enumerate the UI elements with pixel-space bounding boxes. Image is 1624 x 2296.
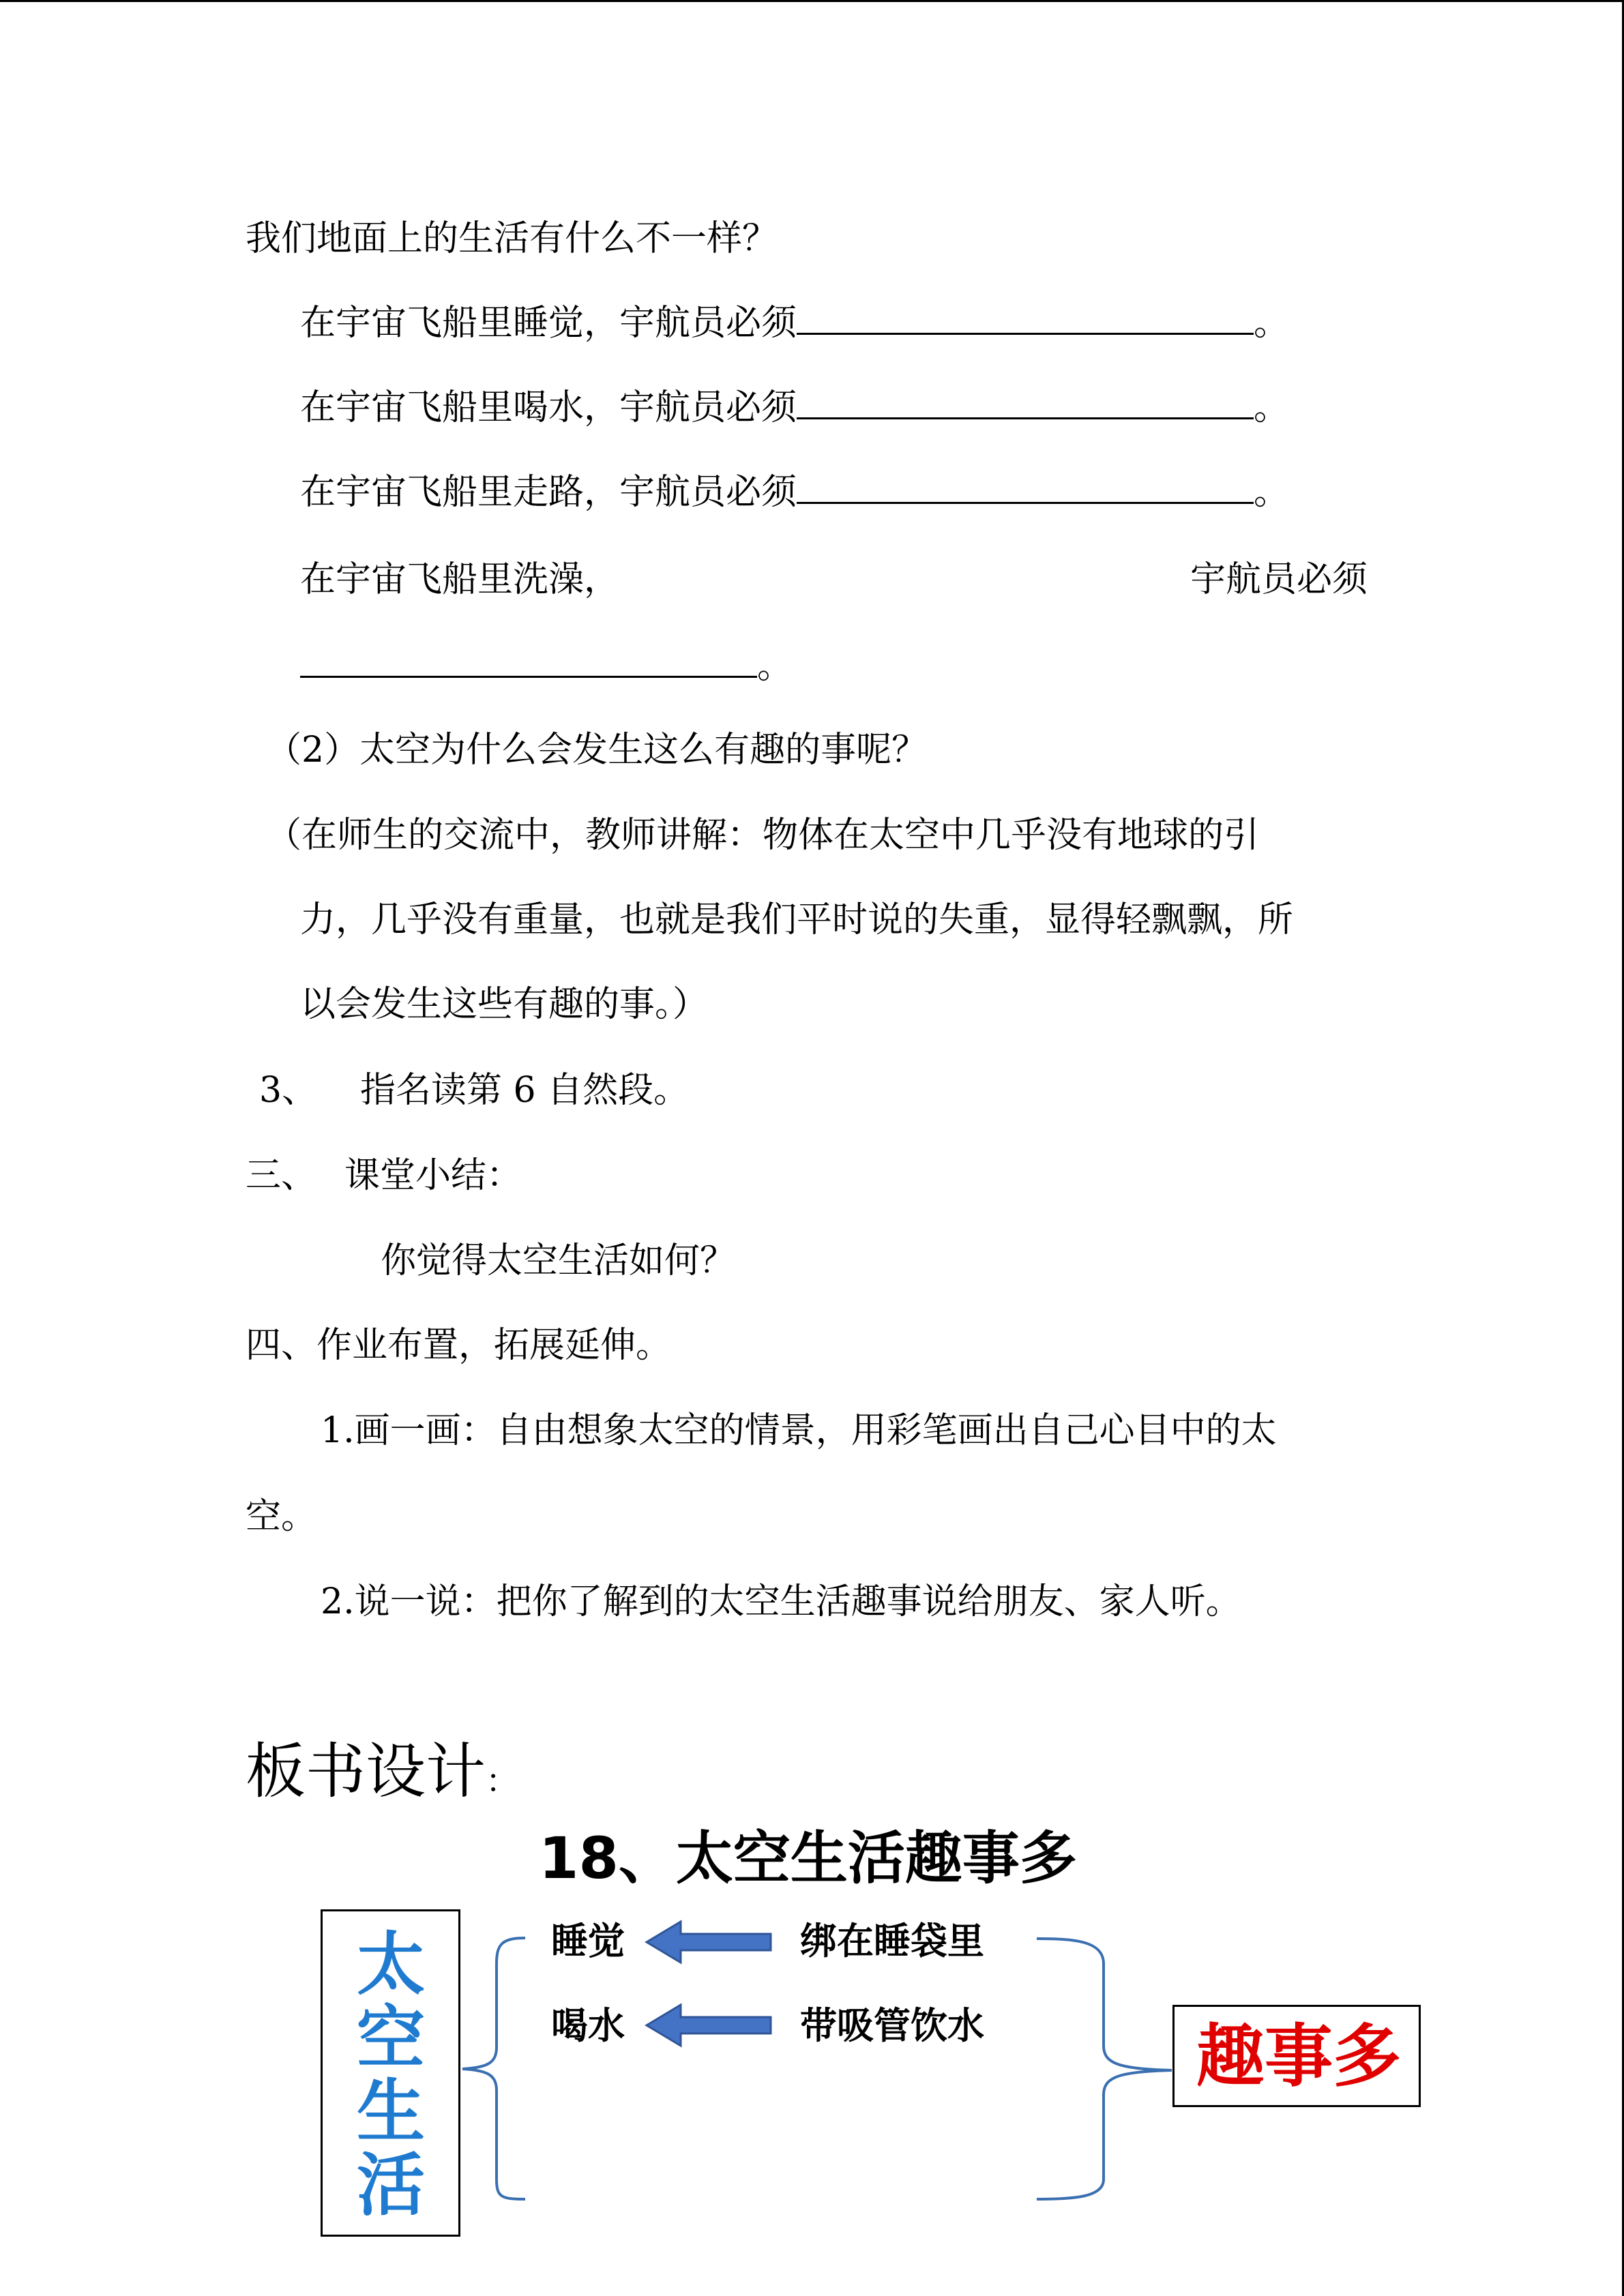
activity-sleep: 睡觉 [551,1920,625,1963]
bath-period: 。 [757,646,793,687]
topic-char: 空 [357,1998,425,2078]
question-line: 我们地面上的生活有什么不一样？ [246,218,778,259]
walk-period: 。 [1254,472,1290,513]
method-drink: 带吸管饮水 [800,2004,984,2047]
bath-prompt-end: 宇航员必须 [1190,559,1368,600]
left-arrow-icon [647,2005,771,2046]
walk-prompt: 在宇宙飞船里走路，宇航员必须 [300,472,797,513]
left-arrow-icon [647,1922,771,1963]
homework-2: 2.说一说：把你了解到的太空生活趣事说给朋友、家人听。 [321,1581,1241,1622]
board-design-colon: ： [486,1762,519,1800]
right-brace [1037,1939,1172,2199]
drink-prompt: 在宇宙飞船里喝水，宇航员必须 [300,387,797,428]
homework-1: 1.画一画：自由想象太空的情景，用彩笔画出自己心目中的太 [321,1410,1277,1451]
method-sleep: 绑在睡袋里 [800,1920,984,1963]
summary-text: 趣事多 [1196,2016,1401,2096]
topic-char: 活 [357,2145,425,2225]
section-3-question: 你觉得太空生活如何？ [381,1240,736,1281]
section-3-title: 课堂小结： [344,1155,522,1196]
sleep-prompt: 在宇宙飞船里睡觉，宇航员必须 [300,303,797,344]
sleep-period: 。 [1254,303,1290,344]
explanation-line-2: 力，几乎没有重量，也就是我们平时说的失重，显得轻飘飘，所 [300,899,1294,940]
section-4-title: 四、作业布置，拓展延伸。 [246,1325,672,1366]
topic-char: 生 [357,2072,425,2151]
explanation-line-1: （在师生的交流中，教师讲解：物体在太空中几乎没有地球的引 [266,815,1260,856]
step-3-text: 指名读第 6 自然段。 [360,1070,690,1111]
board-title: 18、太空生活趣事多 [539,1825,1077,1892]
step-3-number: 3、 [259,1070,318,1111]
question-2: （2）太空为什么会发生这么有趣的事呢？ [266,730,928,771]
topic-char: 太 [357,1924,425,2004]
section-3-number: 三、 [246,1155,317,1196]
board-design-heading-text: 板书设计 [246,1736,486,1806]
activity-drink: 喝水 [551,2004,625,2047]
left-brace [462,1938,525,2199]
bath-prompt: 在宇宙飞船里洗澡， [300,559,620,600]
drink-period: 。 [1254,387,1290,428]
homework-1-cont: 空。 [246,1496,317,1537]
explanation-line-3: 以会发生这些有趣的事。） [300,984,709,1025]
